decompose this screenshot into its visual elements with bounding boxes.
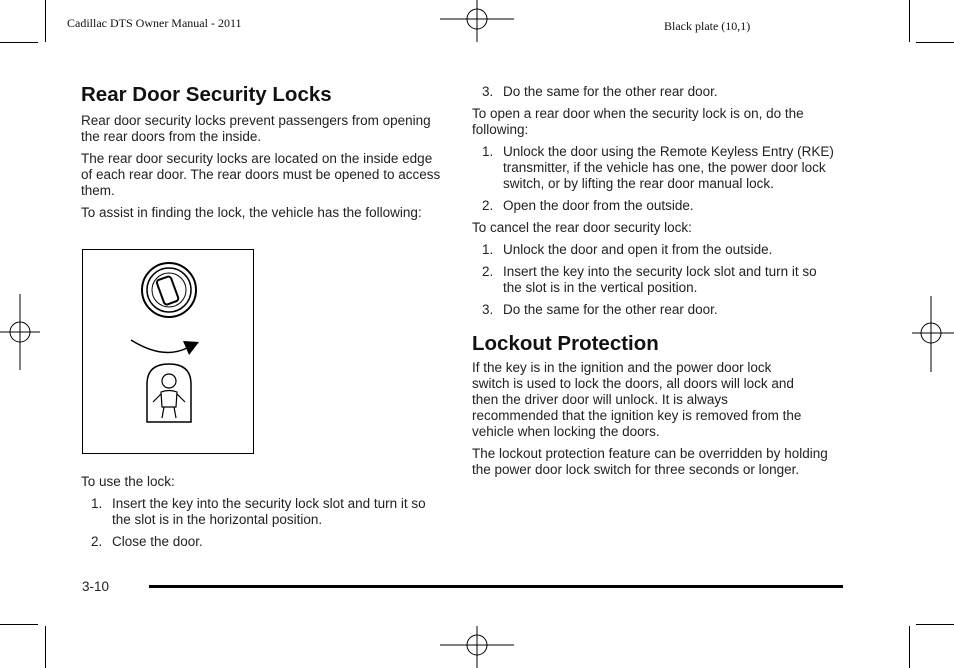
page-number: 3-10: [82, 579, 110, 594]
registration-mark-right: [912, 296, 954, 372]
open-door-steps: [472, 144, 842, 214]
crop-mark: [909, 0, 910, 42]
registration-mark-bottom: [440, 626, 514, 668]
crop-mark: [45, 0, 46, 42]
section-heading-rear-door-security-locks: Rear Door Security Locks: [81, 83, 332, 106]
right-column: [472, 84, 842, 484]
paragraph: If the key is in the ignition and the power door lock switch is used to lock the doors, all doors will lock and then the driver door will unlock. It is always recommended that the ignition key is removed from the vehicle when locking the doors.: [472, 360, 802, 439]
footer-rule: [149, 585, 843, 588]
paragraph: Rear door security locks prevent passengers from opening the rear doors from the inside.: [81, 113, 431, 144]
paragraph: To use the lock:: [81, 474, 175, 489]
list-item: 1. Unlock the door using the Remote Keyless Entry (RKE) transmitter, if the vehicle has one, the power door lock switch, or by lifting the rear door manual lock.: [482, 144, 834, 191]
use-lock-steps: [81, 496, 446, 550]
crop-mark: [916, 42, 954, 43]
header-manual-title: Cadillac DTS Owner Manual - 2011: [67, 16, 242, 30]
left-column: [81, 83, 446, 227]
registration-mark-top: [440, 0, 514, 44]
paragraph: To assist in finding the lock, the vehicle has the following:: [81, 205, 422, 220]
list-item: 3. Do the same for the other rear door.: [482, 84, 718, 99]
list-item: 1. Unlock the door and open it from the outside.: [482, 242, 773, 257]
list-item: 2. Insert the key into the security lock slot and turn it so the slot is in the vertical position.: [482, 264, 817, 295]
cancel-lock-steps: [472, 242, 842, 318]
crop-mark: [0, 624, 38, 625]
paragraph: To cancel the rear door security lock:: [472, 220, 692, 235]
header-plate-label: Black plate (10,1): [664, 19, 751, 33]
paragraph: To open a rear door when the security lock is on, do the following:: [472, 106, 804, 137]
paragraph: The lockout protection feature can be overridden by holding the power door lock switch for three seconds or longer.: [472, 446, 828, 477]
paragraph: The rear door security locks are located on the inside edge of each rear door. The rear doors must be opened to access them.: [81, 151, 441, 198]
security-lock-figure: [82, 249, 254, 454]
use-lock-steps-continued: [472, 84, 842, 100]
crop-mark: [0, 42, 38, 43]
list-item: 1. Insert the key into the security lock slot and turn it so the slot is in the horizontal position.: [91, 496, 426, 527]
registration-mark-left: [0, 294, 40, 370]
crop-mark: [45, 626, 46, 668]
list-item: 2. Open the door from the outside.: [482, 198, 694, 213]
left-column-lower: [81, 474, 446, 556]
crop-mark: [916, 624, 954, 625]
security-lock-illustration-icon: [83, 250, 253, 453]
section-heading-lockout-protection: Lockout Protection: [472, 332, 659, 355]
list-item: 3. Do the same for the other rear door.: [482, 302, 718, 317]
crop-mark: [909, 626, 910, 668]
list-item: 2. Close the door.: [91, 534, 203, 549]
